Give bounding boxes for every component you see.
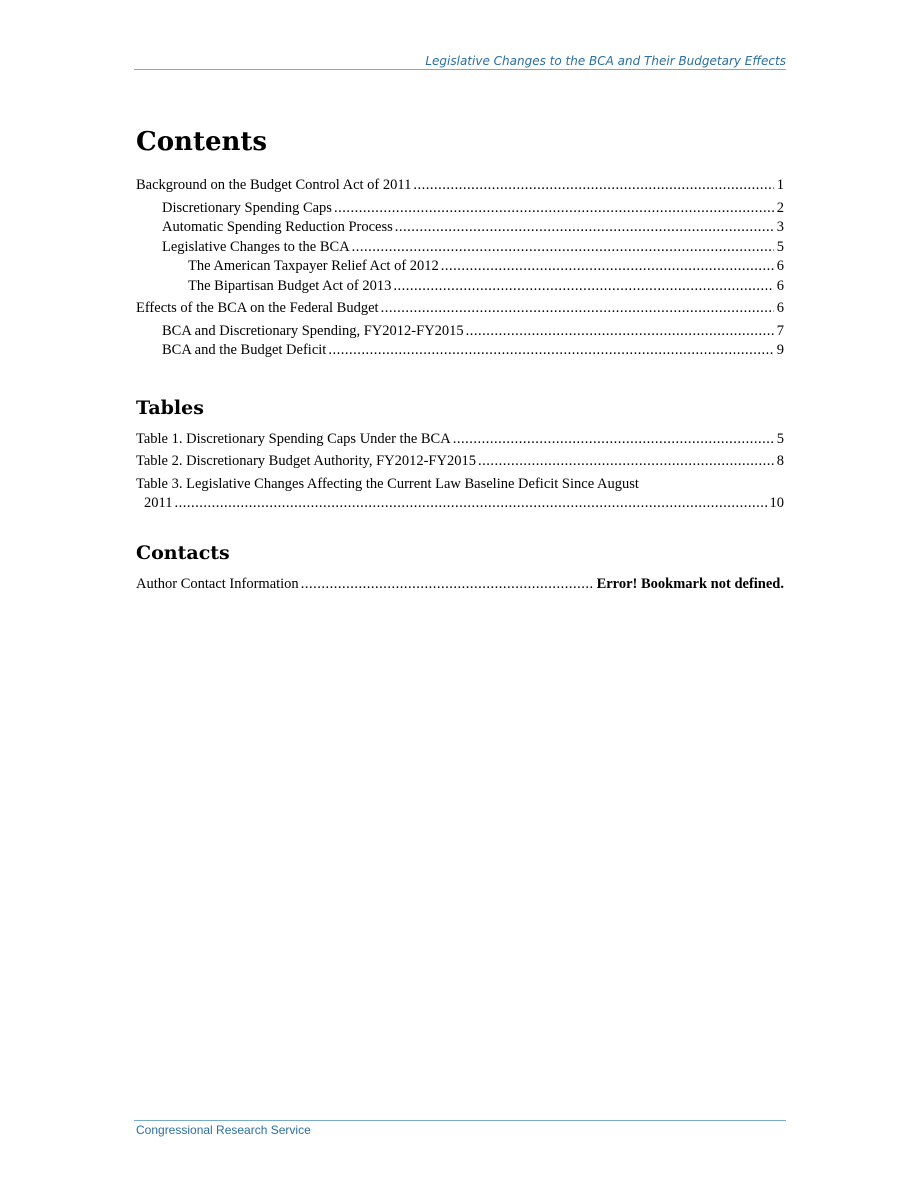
toc-page-number: 6	[776, 258, 784, 274]
toc-page-number: 7	[776, 322, 784, 339]
toc-entry-title: Table 1. Discretionary Spending Caps Under the BCA	[136, 430, 451, 447]
dot-leader	[352, 238, 774, 258]
dot-leader	[478, 452, 774, 472]
toc-page-number: 9	[776, 342, 784, 358]
table-list-entry[interactable]	[136, 430, 784, 450]
toc-entry-title: The American Taxpayer Relief Act of 2012	[188, 258, 439, 274]
toc-entry[interactable]	[136, 176, 784, 196]
toc-entry-title: Legislative Changes to the BCA	[162, 238, 350, 255]
table-list-entry-wrapped[interactable]	[136, 475, 784, 514]
toc-entry[interactable]	[136, 257, 784, 277]
contacts-heading: Contacts	[136, 541, 230, 564]
dot-leader	[441, 257, 774, 277]
toc-entry[interactable]	[136, 277, 784, 297]
toc-entry[interactable]	[136, 341, 784, 361]
contacts-list	[136, 575, 784, 595]
dot-leader	[413, 176, 773, 196]
toc-page-number: 5	[776, 238, 784, 255]
toc-entry-title: Automatic Spending Reduction Process	[162, 219, 393, 235]
dot-leader	[381, 299, 774, 319]
dot-leader	[453, 430, 774, 450]
toc-entry-title: Background on the Budget Control Act of 2011	[136, 177, 412, 193]
toc-entry-title-continued: 2011	[144, 495, 173, 511]
page-footer: Congressional Research Service	[136, 1123, 311, 1137]
toc-entry-continuation	[136, 494, 784, 514]
toc-entry-title: Effects of the BCA on the Federal Budget	[136, 300, 379, 316]
toc-entry-title: Table 3. Legislative Changes Affecting the Current Law Baseline Deficit Since August	[136, 475, 639, 492]
tables-list	[136, 430, 784, 514]
dot-leader	[174, 494, 766, 514]
dot-leader	[393, 277, 773, 297]
toc-entry[interactable]	[136, 299, 784, 319]
bookmark-error-text: Error! Bookmark not defined.	[596, 575, 784, 592]
toc-entry-title: The Bipartisan Budget Act of 2013	[188, 277, 392, 294]
table-list-entry[interactable]	[136, 452, 784, 472]
toc-entry[interactable]	[136, 199, 784, 219]
contents-heading: Contents	[136, 127, 268, 157]
toc-entry-title: BCA and Discretionary Spending, FY2012-FY2015	[162, 322, 464, 339]
toc-page-number: 2	[776, 199, 784, 216]
dot-leader	[466, 322, 774, 342]
dot-leader	[328, 341, 773, 361]
toc-entry-title: Table 2. Discretionary Budget Authority, FY2012-FY2015	[136, 453, 476, 469]
toc-entry-title: BCA and the Budget Deficit	[162, 342, 327, 358]
toc-page-number: 6	[776, 300, 784, 316]
contacts-entry[interactable]	[136, 575, 784, 595]
toc-page-number: 5	[776, 430, 784, 447]
toc-entry[interactable]	[136, 322, 784, 342]
toc-entry-title: Discretionary Spending Caps	[162, 199, 332, 216]
toc-entry[interactable]	[136, 238, 784, 258]
document-body	[136, 125, 784, 594]
toc-entry[interactable]	[136, 218, 784, 238]
toc-page-number: 6	[776, 277, 784, 294]
dot-leader	[334, 199, 774, 219]
contents-list	[136, 176, 784, 361]
toc-page-number: 10	[769, 495, 784, 511]
toc-page-number: 3	[776, 219, 784, 235]
dot-leader	[301, 575, 594, 595]
dot-leader	[395, 218, 774, 238]
header-rule	[134, 69, 786, 70]
tables-heading: Tables	[136, 396, 204, 419]
footer-rule	[134, 1120, 786, 1121]
toc-entry-title: Author Contact Information	[136, 575, 299, 592]
toc-page-number: 8	[776, 453, 784, 469]
running-header: Legislative Changes to the BCA and Their Budgetary Effects	[425, 54, 786, 68]
toc-page-number: 1	[776, 177, 784, 193]
